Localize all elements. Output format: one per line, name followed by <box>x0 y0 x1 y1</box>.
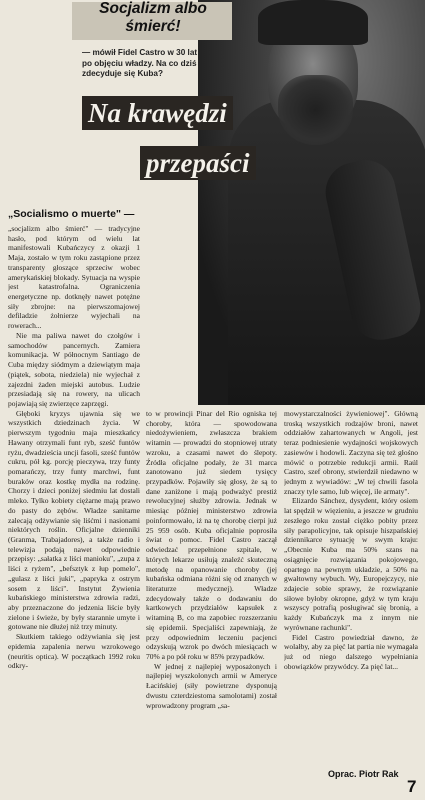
paragraph: Fidel Castro powiedział dawno, że wolałby, aby za pięć lat partia nie wymagała już od niego dalszego wypełniania obowiązków przywódcy. Za pięć lat... <box>284 632 418 671</box>
author-signature: Oprac. Piotr Rak <box>328 769 399 779</box>
title-line-2: przepaści <box>140 146 256 180</box>
paragraph: to w prowincji Pinar del Rio ogniska tej choroby, która — spowodowana niedożywieniem, zwłaszcza brakiem witamin — prowadzi do stopniowej utraty wzroku, a czasami nawet do ślepoty. Źródła oficjalne podały, że 31 marca zanotowano już siedem tysięcy przypadków. Pojawiły się głosy, że są to dane zaniżone i mają podważyć prestiż rewolucyjnej służby zdrowia. Jednak w miesiąc później ministerstwo zdrowia poinformowało, iż na tę chorobę cierpi już 25 959 osób. Kuba oficjalnie poprosiła świat o pomoc. Fidel Castro zaczął odwiedzać przepełnione szpitale, w których lekarze usiłują znaleźć skuteczną metodę na opanowanie choroby (jej kubańska odmiana różni się od znanych w literaturze medycznej). Władze zdecydowały także o dodawaniu do kartkowych przydziałów kapsułek z witaminą B, co ma zapobiec rozszerzaniu się epidemii. Specjaliści zapewniają, że przy odpowiednim leczeniu pacjenci odzyskują wzrok po dwóch miesiącach w 70% a po pół roku w 85% przypadków. <box>146 409 277 661</box>
paragraph: mowystarczalności żywieniowej". Główną troską wszystkich rodzajów broni, nawet oddziałów zahartowanych w Angoli, jest teraz podniesienie wydajności wojskowych zasiewów i hodowli. Zaczyna się też głośno mówić o potrzebie redukcji armii. Raúl Castro, szef obrony, stwierdził niedawno w jednym z wywiadów: „W tej chwili fasola znaczy tyle samo, lub więcej, ile armaty". <box>284 409 418 496</box>
article-subheading: „Socialismo o muerte" — <box>8 208 135 220</box>
paragraph: „socjalizm albo śmierć" — tradycyjne hasło, pod którym od wielu lat manifestowali Kubańczycy z okazji 1 Maja, zostało w tym roku zastąpione przez transparenty głoszące sprzeciw wobec amerykańskiej blokady. Sytuacja na wyspie jest katastrofalna. Ograniczenia energetyczne np. dotknęły nawet potężne siły zbrojne: na pierwszomajowej defiladzie żołnierze wyjechali na rowerach... <box>8 224 140 331</box>
lead-text: — mówił Fidel Castro w 30 lat po objęciu władzy. Na co dziś zdecyduje się Kuba? <box>82 48 198 79</box>
article-column-2 <box>146 409 277 789</box>
kicker-headline: Socjalizm albo śmierć! <box>99 0 207 35</box>
paragraph: Nie ma paliwa nawet do czołgów i samochodów pancernych. Zamiera komunikacja. W północnym Santiago de Cuba między siódmym a dziewiątym maja (piątek, sobota, niedziela) nie wyjechał z zajezdni żaden miejski autobus. Ludzie przesiadają się na rowery, na ulicach pojawiają się zwierzęce zaprzęgi. <box>8 330 140 408</box>
article-column-1 <box>8 208 140 798</box>
title-line-1: Na krawędzi <box>82 96 233 130</box>
page-number: 7 <box>407 777 417 796</box>
article-column-3 <box>284 409 418 765</box>
photo-figure-cap <box>258 0 368 45</box>
fidel-castro-photo <box>198 0 425 405</box>
paragraph: Elizardo Sánchez, dysydent, który osiem lat spędził w więzieniu, a jeszcze w grudniu zeszłego roku został ciężko pobity przez siły parapolicyjne, tak opisuje hiszpańskiej dziennikarce sytuację w swym kraju: „Obecnie Kuba ma 50% szans na osiągnięcie rozwiązania pokojowego, opartego na pewnym układzie, a 50% na gwałtowny wybuch. Wy, Europejczycy, nie zdajecie sobie sprawy, że rozwiązanie siłowe byłoby okropne, gdyż w tym kraju wszyscy potrafią posługiwać się bronią, a każdy Kubańczyk ma z innym nie wyrównane rachunki". <box>284 496 418 632</box>
paragraph: Głęboki kryzys ujawnia się we wszystkich dziedzinach życia. W pierwszym tygodniu maja mieszkańcy Hawany otrzymali funt ryb, sześć funtów ryżu, dwadzieścia uncji fasoli, sześć funtów cukru, pół kg. porcję pieczywa, trzy funty pomarańczy, trzy funty marchwi, funt buraków oraz kostkę mydła na rodzinę. Chorzy i dzieci poniżej siedmiu lat dostali mleko. Tylko kobiety ciężarne mają prawo do pasty do zębów. Władze sanitarne zalecają odżywianie się liśćmi i nasionami niektórych roślin. Oficjalne dzienniki (Granma, Trabajadores), a także radio i telewizja podają nawet odpowiednie przepisy: „sałatka z liści manioku", „zupa z liści z ryżem", „befsztyk z łup pomelo", „gulasz z liści juki", „papryka z ostrym sosem z liści". Instytut Żywienia kubańskiego ministerstwa zdrowia radzi, aby przeznaczone do jedzenia liście były zielone i świeże, by były starannie umyte i gotowane nie dłużej niż trzy minuty. <box>8 408 140 632</box>
photo-figure-beard <box>278 75 353 145</box>
paragraph: W jednej z najlepiej wyposażonych i najlepiej wyszkolonych armii w Ameryce Łacińskiej (siły powietrzne dysponują dwustu czterdziestoma samolotami) został wprowadzony program „sa- <box>146 661 277 710</box>
paragraph: Skutkiem takiego odżywiania się jest epidemia zapalenia nerwu wzrokowego (neuritis optica). W początkach 1992 roku odkry- <box>8 632 140 671</box>
